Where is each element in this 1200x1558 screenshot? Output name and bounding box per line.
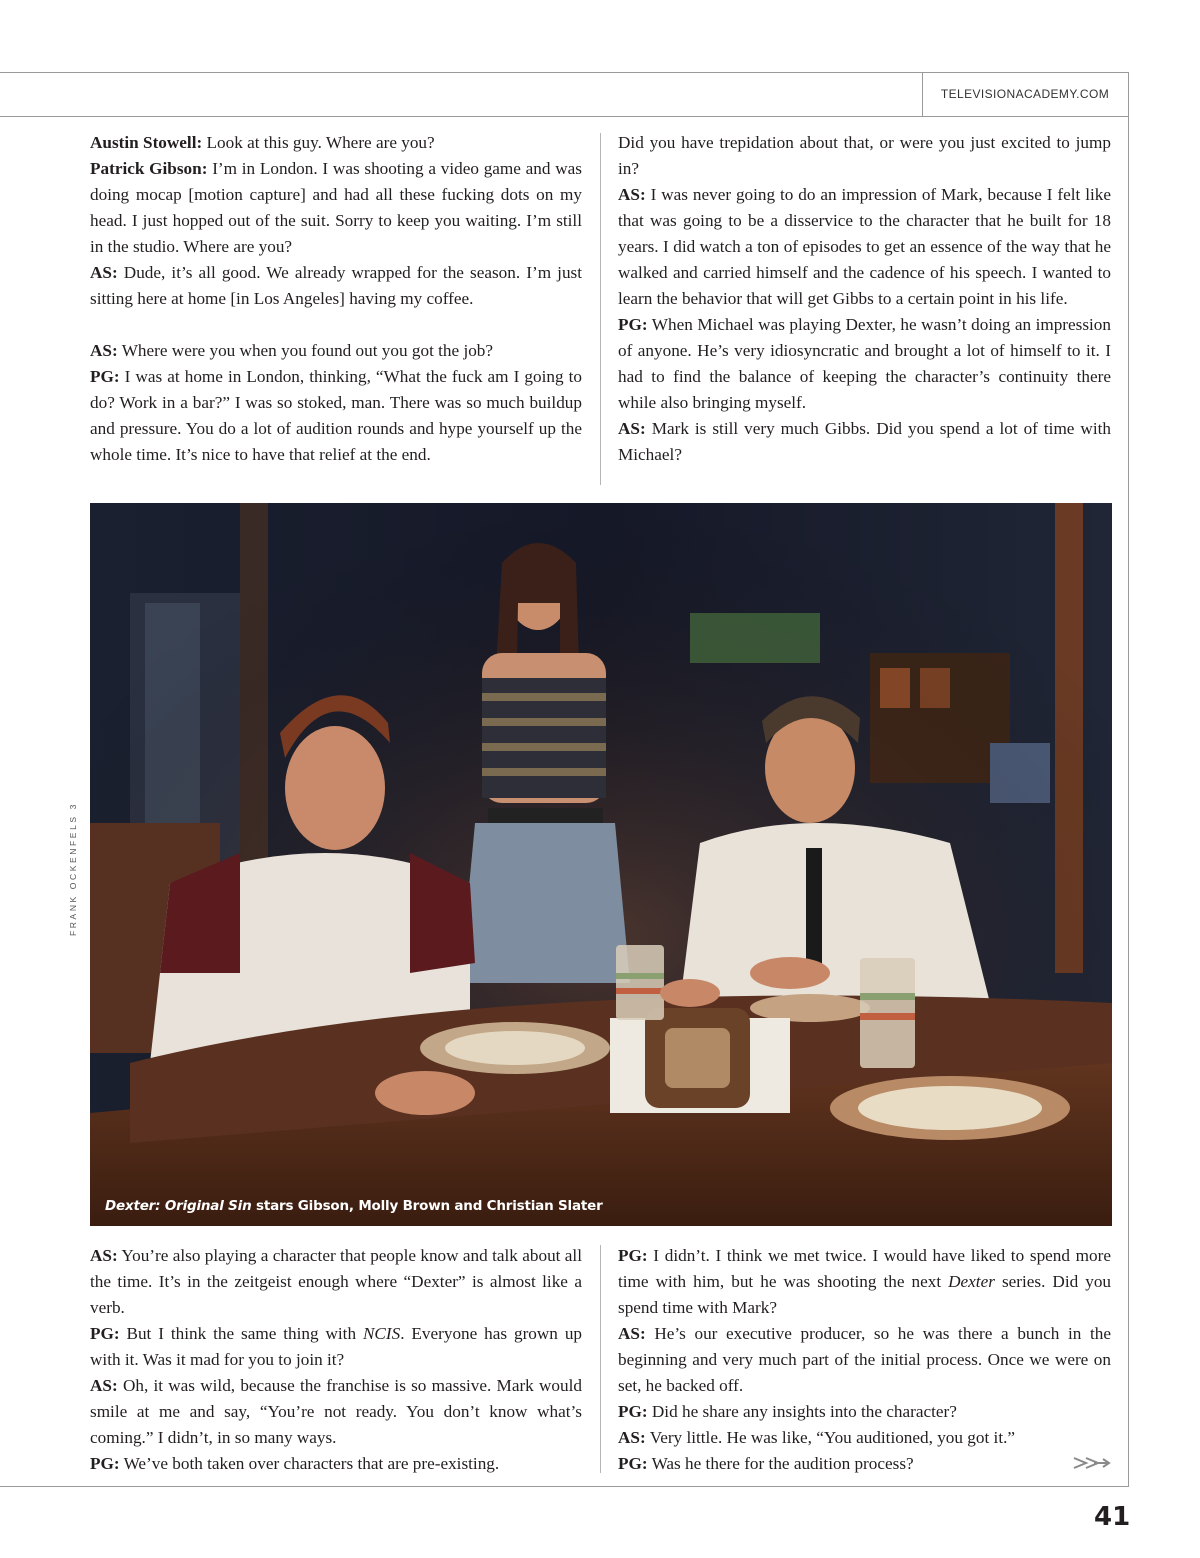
- speaker-label: AS:: [618, 185, 646, 204]
- cast-photo-illustration: [90, 503, 1112, 1226]
- photo-credit: FRANK OCKENFELS 3: [68, 802, 78, 936]
- photo-caption: [105, 1198, 603, 1214]
- paragraph-text: Where were you when you found out you got the job?: [117, 341, 494, 360]
- qa-paragraph: [618, 1451, 1111, 1477]
- qa-paragraph: [90, 1321, 582, 1373]
- paragraph-text: But I think the same thing with NCIS. Everyone has grown up with it. Was it mad for you to join it?: [90, 1324, 583, 1369]
- interview-column-bottom-left: [90, 1243, 582, 1477]
- qa-paragraph: [90, 260, 582, 312]
- paragraph-text: Look at this guy. Where are you?: [202, 133, 435, 152]
- qa-paragraph: [618, 416, 1111, 468]
- paragraph-text: Very little. He was like, “You auditioned, you got it.”: [645, 1428, 1016, 1447]
- interview-column-top-right: [618, 130, 1111, 468]
- speaker-label: PG:: [90, 1454, 120, 1473]
- page-number: 41: [1094, 1502, 1131, 1532]
- speaker-label: AS:: [618, 1428, 646, 1447]
- paragraph-text: We’ve both taken over characters that are pre-existing.: [119, 1454, 500, 1473]
- column-divider-top: [600, 133, 601, 485]
- qa-paragraph: [90, 130, 582, 156]
- speaker-label: AS:: [90, 263, 118, 282]
- qa-paragraph: [618, 182, 1111, 312]
- qa-paragraph: [90, 1243, 582, 1321]
- speaker-label: PG:: [618, 1454, 648, 1473]
- paragraph-text: When Michael was playing Dexter, he wasn’t doing an impression of anyone. He’s very idiosyncratic and brought a lot of himself to it. I had to find the balance of keeping the character’s continuity there while also bringing myself.: [618, 315, 1111, 412]
- qa-paragraph: [90, 156, 582, 260]
- column-divider-bottom: [600, 1245, 601, 1473]
- header-divider: [922, 72, 923, 116]
- paragraph-text: Did you have trepidation about that, or were you just excited to jump in?: [618, 133, 1111, 178]
- cast-photo: [90, 503, 1112, 1226]
- qa-paragraph: [90, 1373, 582, 1451]
- paragraph-text: Did he share any insights into the character?: [647, 1402, 957, 1421]
- paragraph-text: I was never going to do an impression of Mark, because I felt like that was going to be a disservice to the character that he built for 18 years. I did watch a ton of episodes to get an essence of the way that he walked and carried himself and the cadence of his speech. I wanted to learn the behavior that will get Gibbs to a certain point in his life.: [618, 185, 1111, 308]
- speaker-label: AS:: [90, 1246, 118, 1265]
- interview-column-top-left: [90, 130, 582, 468]
- qa-paragraph: [90, 1451, 582, 1477]
- site-url: TELEVISIONACADEMY.COM: [940, 87, 1110, 101]
- speaker-label: PG:: [90, 1324, 120, 1343]
- qa-paragraph: [90, 364, 582, 468]
- qa-paragraph: [618, 1425, 1111, 1451]
- qa-paragraph: [618, 312, 1111, 416]
- speaker-label: PG:: [618, 1246, 648, 1265]
- paragraph-text: Mark is still very much Gibbs. Did you spend a lot of time with Michael?: [618, 419, 1111, 464]
- speaker-label: PG:: [90, 367, 120, 386]
- interview-column-bottom-right: [618, 1243, 1111, 1477]
- caption-text: stars Gibson, Molly Brown and Christian Slater: [251, 1198, 603, 1214]
- paragraph-text: Dude, it’s all good. We already wrapped for the season. I’m just sitting here at home [in Los Angeles] having my coffee.: [90, 263, 582, 308]
- paragraph-text: Oh, it was wild, because the franchise is so massive. Mark would smile at me and say, “You’re not ready. You don’t know what’s coming.” I didn’t, in so many ways.: [90, 1376, 582, 1447]
- qa-paragraph: [618, 1243, 1111, 1321]
- speaker-label: AS:: [90, 1376, 118, 1395]
- speaker-label: Patrick Gibson:: [90, 159, 208, 178]
- qa-paragraph: [90, 338, 582, 364]
- paragraph-text: He’s our executive producer, so he was there a bunch in the beginning and very much part of the initial process. Once we were on set, he backed off.: [618, 1324, 1111, 1395]
- paragraph-text: I didn’t. I think we met twice. I would have liked to spend more time with him, but he was shooting the next Dexter series. Did you spend time with Mark?: [618, 1246, 1111, 1317]
- caption-show-title: Dexter: Original Sin: [105, 1198, 252, 1214]
- speaker-label: PG:: [618, 1402, 648, 1421]
- paragraph-text: I was at home in London, thinking, “What the fuck am I going to do? Work in a bar?” I was so stoked, man. There was so much buildup and pressure. You do a lot of audition rounds and hype yourself up the whole time. It’s nice to have that relief at the end.: [90, 367, 582, 464]
- qa-paragraph: [618, 1321, 1111, 1399]
- page-right-rule: [1128, 72, 1129, 1486]
- qa-paragraph: [618, 1399, 1111, 1425]
- speaker-label: Austin Stowell:: [90, 133, 203, 152]
- paragraph-text: You’re also playing a character that people know and talk about all the time. It’s in the zeitgeist enough where “Dexter” is almost like a verb.: [90, 1246, 582, 1317]
- continue-arrow-icon: [1072, 1455, 1112, 1471]
- paragraph-text: I’m in London. I was shooting a video game and was doing mocap [motion capture] and had all these fucking dots on my head. I just hopped out of the suit. Sorry to keep you waiting. I’m still in the studio. Where are you?: [90, 159, 582, 256]
- speaker-label: AS:: [90, 341, 118, 360]
- header-bottom-rule: [0, 116, 1128, 117]
- speaker-label: AS:: [618, 1324, 646, 1343]
- header-top-rule: [0, 72, 1128, 73]
- speaker-label: AS:: [618, 419, 646, 438]
- paragraph-text: Was he there for the audition process?: [647, 1454, 914, 1473]
- footer-rule: [0, 1486, 1129, 1487]
- speaker-label: PG:: [618, 315, 648, 334]
- qa-paragraph: [618, 130, 1111, 182]
